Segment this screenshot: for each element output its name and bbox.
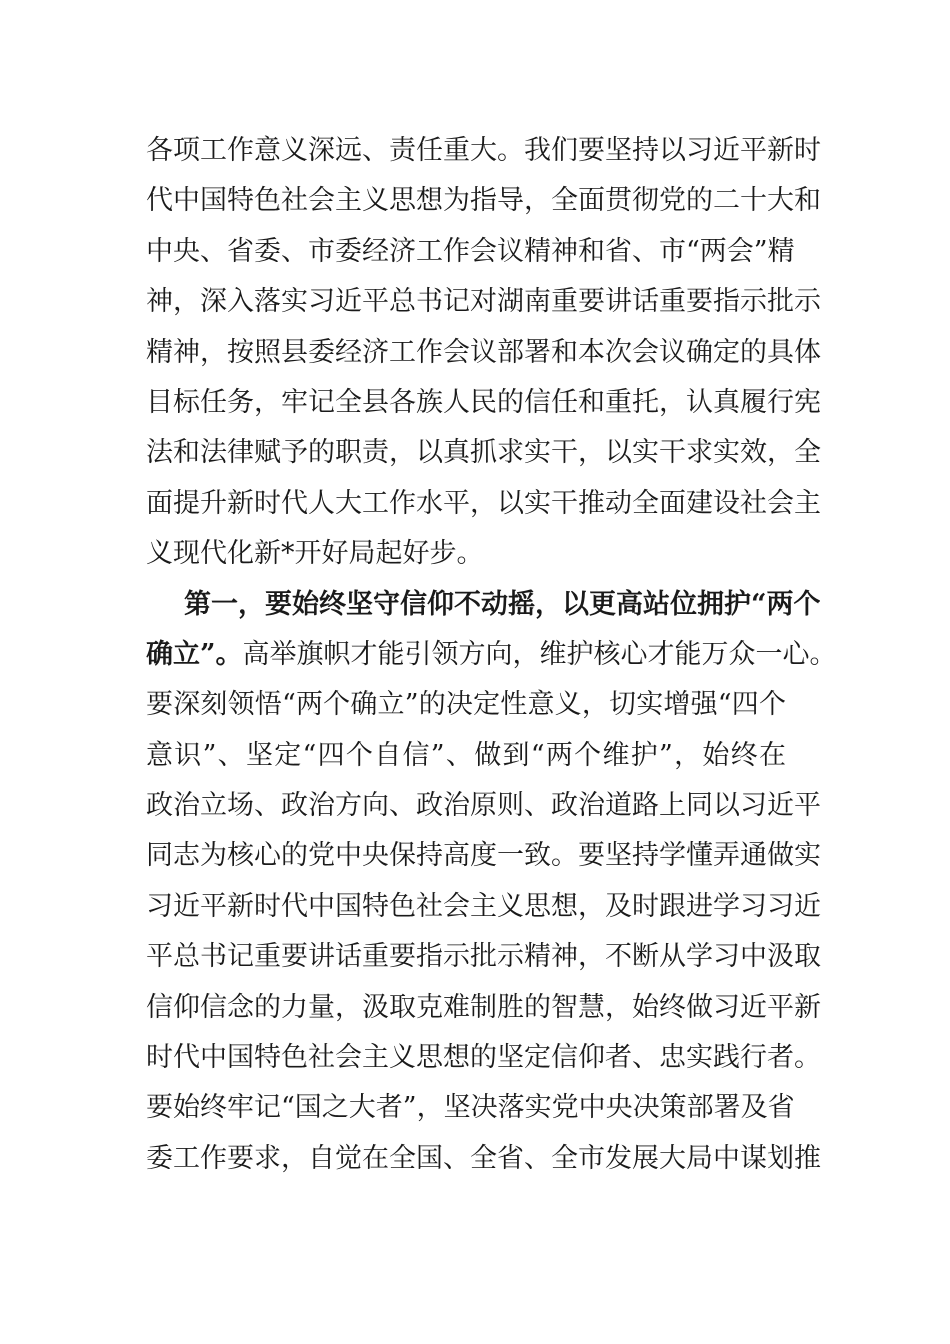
section-heading-end: 确立”。 bbox=[146, 638, 243, 670]
text-line: 平总书记重要讲话重要指示批示精神，不断从学习中汲取 bbox=[146, 941, 821, 973]
section-heading: 第一，要始终坚守信仰不动摇，以更高站位拥护“两个 bbox=[184, 588, 821, 620]
text-line: 法和法律赋予的职责，以真抓求实干，以实干求实效，全 bbox=[146, 437, 821, 469]
text-line: 目标任务，牢记全县各族人民的信任和重托，认真履行宪 bbox=[146, 386, 821, 418]
text-line: 信仰信念的力量，汲取克难制胜的智慧，始终做习近平新 bbox=[146, 991, 821, 1023]
document-body bbox=[146, 126, 837, 1184]
text-line: 面提升新时代人大工作水平，以实干推动全面建设社会主 bbox=[146, 487, 821, 519]
text-line: 精神，按照县委经济工作会议部署和本次会议确定的具体 bbox=[146, 336, 821, 368]
text-line: 要深刻领悟“两个确立”的决定性意义，切实增强“四个 bbox=[146, 689, 786, 721]
text-line: 意识”、坚定“四个自信”、做到“两个维护”，始终在 bbox=[146, 739, 786, 771]
text-line: 委工作要求，自觉在全国、全省、全市发展大局中谋划推 bbox=[146, 1142, 821, 1174]
paragraph-2 bbox=[146, 580, 837, 1185]
text-line: 政治立场、政治方向、政治原则、政治道路上同以习近平 bbox=[146, 790, 821, 822]
text-line: 同志为核心的党中央保持高度一致。要坚持学懂弄通做实 bbox=[146, 840, 821, 872]
text-line: 习近平新时代中国特色社会主义思想，及时跟进学习习近 bbox=[146, 890, 821, 922]
text-line: 代中国特色社会主义思想为指导，全面贯彻党的二十大和 bbox=[146, 185, 821, 217]
text-line-rest: 高举旗帜才能引领方向，维护核心才能万众一心。 bbox=[242, 638, 837, 670]
text-line: 中央、省委、市委经济工作会议精神和省、市“两会”精 bbox=[146, 235, 795, 267]
text-line: 要始终牢记“国之大者”，坚决落实党中央决策部署及省 bbox=[146, 1092, 795, 1124]
text-line: 各项工作意义深远、责任重大。我们要坚持以习近平新时 bbox=[146, 135, 821, 166]
text-line: 义现代化新*开好局起好步。 bbox=[146, 538, 484, 570]
text-line: 时代中国特色社会主义思想的坚定信仰者、忠实践行者。 bbox=[146, 1042, 821, 1074]
text-line bbox=[146, 630, 837, 680]
paragraph-1 bbox=[146, 126, 821, 580]
text-line: 神，深入落实习近平总书记对湖南重要讲话重要指示批示 bbox=[146, 286, 821, 318]
